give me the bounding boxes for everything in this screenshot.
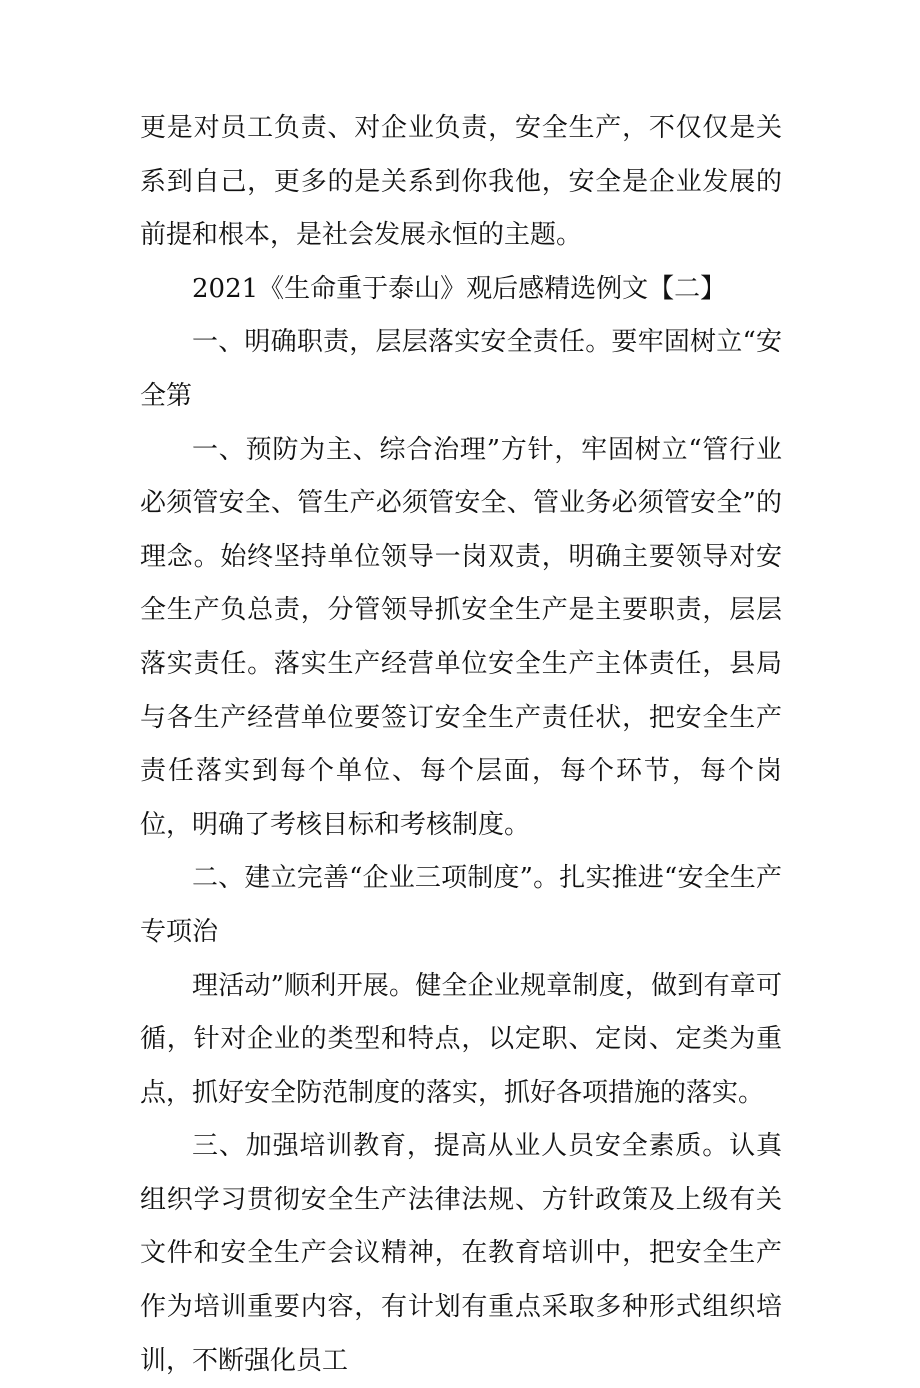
paragraph-point-three: 三、加强培训教育，提高从业人员安全素质。认真组织学习贯彻安全生产法律法规、方针政策及上级有关文件和安全生产会议精神，在教育培训中，把安全生产作为培训重要内容，有计划有重点采取多种形式组织培训，不断强化员工: [140, 1131, 782, 1376]
paragraph-continuation: 更是对员工负责、对企业负责，安全生产，不仅仅是关系到自己，更多的是关系到你我他，安全是企业发展的前提和根本，是社会发展永恒的主题。: [140, 113, 782, 251]
document-body: [140, 102, 782, 1388]
paragraph-point-two-body: 理活动”顺利开展。健全企业规章制度，做到有章可循，针对企业的类型和特点，以定职、定岗、定类为重点，抓好安全防范制度的落实，抓好各项措施的落实。: [140, 970, 782, 1108]
paragraph-point-one-body: 一、预防为主、综合治理”方针，牢固树立“管行业必须管安全、管生产必须管安全、管业务必须管安全”的理念。始终坚持单位领导一岗双责，明确主要领导对安全生产负总责，分管领导抓安全生产是主要职责，层层落实责任。落实生产经营单位安全生产主体责任，县局与各生产经营单位要签订安全生产责任状，把安全生产责任落实到每个单位、每个层面，每个环节，每个岗位，明确了考核目标和考核制度。: [140, 434, 782, 840]
paragraph-point-two-start: 二、建立完善“企业三项制度”。扎实推进“安全生产专项治: [140, 863, 782, 947]
section-title: 2021《生命重于泰山》观后感精选例文【二】: [192, 273, 727, 304]
paragraph-point-one-start: 一、明确职责，层层落实安全责任。要牢固树立“安全第: [140, 327, 782, 411]
